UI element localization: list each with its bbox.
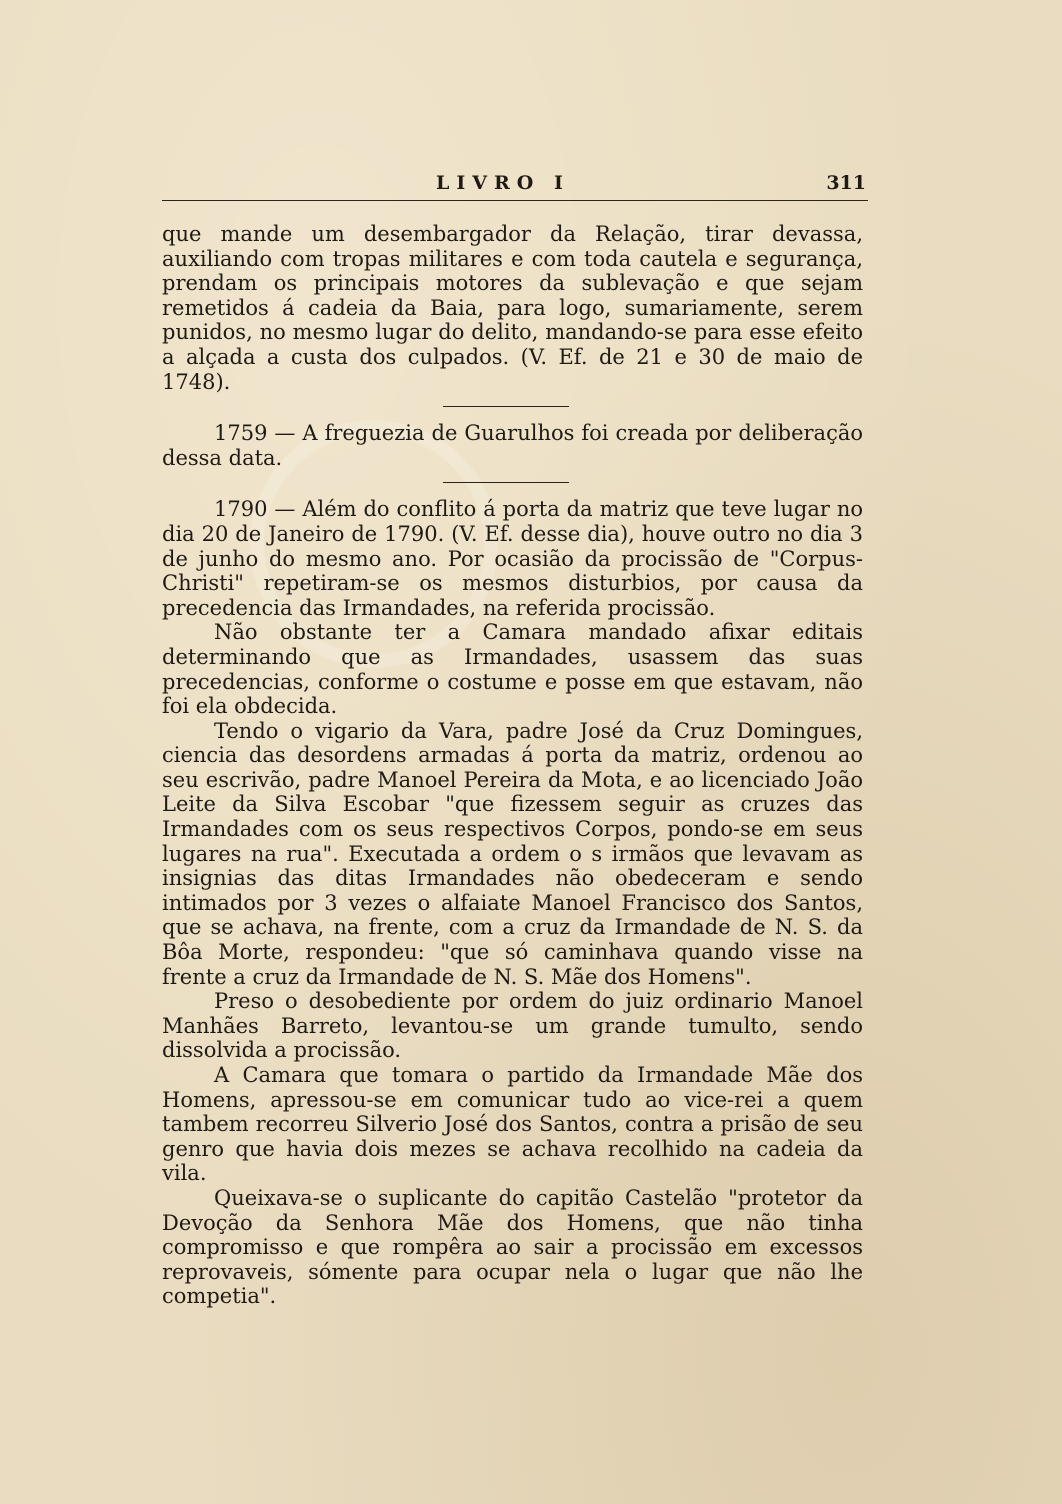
- section-divider: [443, 482, 569, 483]
- paragraph: Queixava-se o suplicante do capitão Castelão "protetor da Devoção da Senhora Mãe dos Homens, que não tinha compromisso e que rompêra ao sair a procissão em excessos reprovaveis, sómente para ocupar nela o lugar que não lhe competia".: [162, 1185, 863, 1309]
- page-number: 311: [826, 172, 866, 194]
- paragraph: 1790 — Além do conflito á porta da matriz que teve lugar no dia 20 de Janeiro de 1790. (V. Ef. desse dia), houve outro no dia 3 de junho do mesmo ano. Por ocasião da procissão de "Corpus-Christi" repetiram-se os mesmos disturbios, por causa da precedencia das Irmandades, na referida procissão.: [162, 497, 863, 620]
- paragraph: 1759 — A freguezia de Guarulhos foi creada por deliberação dessa data.: [162, 421, 863, 470]
- running-header: [162, 170, 868, 201]
- paragraph: Não obstante ter a Camara mandado afixar editais determinando que as Irmandades, usassem das suas precedencias, conforme o costume e posse em que estavam, não foi ela obdecida.: [162, 620, 863, 719]
- running-title: LIVRO I: [436, 172, 570, 194]
- paragraph: Tendo o vigario da Vara, padre José da Cruz Domingues, ciencia das desordens armadas á porta da matriz, ordenou ao seu escrivão, padre Manoel Pereira da Mota, e ao licenciado João Leite da Silva Escobar "que fizessem seguir as cruzes das Irmandades com os seus respectivos Corpos, pondo-se em seus lugares na rua". Executada a ordem o s irmãos que levavam as insignias das ditas Irmandades não obedeceram e sendo intimados por 3 vezes o alfaiate Manoel Francisco dos Santos, que se achava, na frente, com a cruz da Irmandade de N. S. da Bôa Morte, respondeu: "que só caminhava quando visse na frente a cruz da Irmandade de N. S. Mãe dos Homens".: [162, 718, 863, 989]
- paragraph: A Camara que tomara o partido da Irmandade Mãe dos Homens, apressou-se em comunicar tudo ao vice-rei a quem tambem recorreu Silverio José dos Santos, contra a prisão de seu genro que havia dois mezes se achava recolhido na cadeia da vila.: [162, 1063, 863, 1186]
- section-divider: [443, 406, 569, 407]
- body-text: [162, 222, 863, 1309]
- paragraph: Preso o desobediente por ordem do juiz ordinario Manoel Manhães Barreto, levantou-se um grande tumulto, sendo dissolvida a procissão.: [162, 989, 863, 1063]
- paragraph: que mande um desembargador da Relação, tirar devassa, auxiliando com tropas militares e com toda cautela e segurança, prendam os principais motores da sublevação e que sejam remetidos á cadeia da Baia, para logo, sumariamente, serem punidos, no mesmo lugar do delito, mandando-se para esse efeito a alçada a custa dos culpados. (V. Ef. de 21 e 30 de maio de 1748).: [162, 222, 863, 394]
